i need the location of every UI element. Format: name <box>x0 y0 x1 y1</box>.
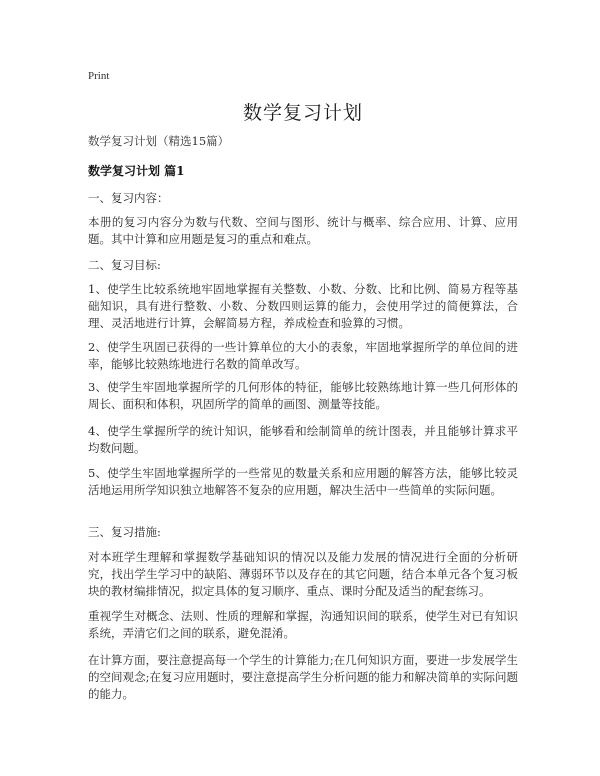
paragraph-goal-4: 4、使学生掌握所学的统计知识，能够看和绘制简单的统计图表，并且能够计算求平均数问题。 <box>88 424 518 455</box>
paragraph-measure-1: 对本班学生理解和掌握数学基础知识的情况以及能力发展的情况进行全面的分析研究，找出学生学习中的缺陷、薄弱环节以及存在的其它问题，结合本单元各个复习板块的教材编排情况，拟定具体的复习顺序、重点、课时分配及适当的配套练习。 <box>88 550 518 598</box>
paragraph-goal-3: 3、使学生牢固地掌握所学的几何形体的特征，能够比较熟练地计算一些几何形体的周长、面积和体积，巩固所学的简单的画图、测量等技能。 <box>88 380 518 411</box>
heading-review-measures: 三、复习措施: <box>88 525 161 539</box>
paragraph-goal-2: 2、使学生巩固已获得的一些计算单位的大小的表象，牢固地掌握所学的单位间的进率，能够比较熟练地进行名数的简单改写。 <box>88 340 518 371</box>
section-heading: 数学复习计划 篇1 <box>88 164 185 178</box>
print-link[interactable]: Print <box>88 70 110 82</box>
document-subtitle: 数学复习计划（精选15篇） <box>88 134 230 148</box>
heading-review-content: 一、复习内容： <box>88 191 169 205</box>
paragraph-measure-2: 重视学生对概念、法则、性质的理解和掌握，沟通知识间的联系，使学生对已有知识系统，弄清它们之间的联系，避免混淆。 <box>88 609 518 640</box>
document-title: 数学复习计划 <box>242 102 363 124</box>
paragraph-goal-5: 5、使学生牢固地掌握所学的一些常见的数量关系和应用题的解答方法，能够比较灵活地运用所学知识独立地解答不复杂的应用题，解决生活中一些简单的实际问题。 <box>88 466 518 497</box>
heading-review-goals: 二、复习目标: <box>88 258 161 272</box>
paragraph-goal-1: 1、使学生比较系统地牢固地掌握有关整数、小数、分数、比和比例、简易方程等基础知识，具有进行整数、小数、分数四则运算的能力，会使用学过的简便算法，合理、灵活地进行计算，会解简易方程，养成检查和验算的习惯。 <box>88 282 518 330</box>
paragraph-review-content: 本册的复习内容分为数与代数、空间与图形、统计与概率、综合应用、计算、应用题。其中计算和应用题是复习的重点和难点。 <box>88 215 518 246</box>
paragraph-measure-3: 在计算方面，要注意提高每一个学生的计算能力;在几何知识方面，要进一步发展学生的空间观念;在复习应用题时，要注意提高学生分析问题的能力和解决简单的实际问题的能力。 <box>88 653 518 701</box>
